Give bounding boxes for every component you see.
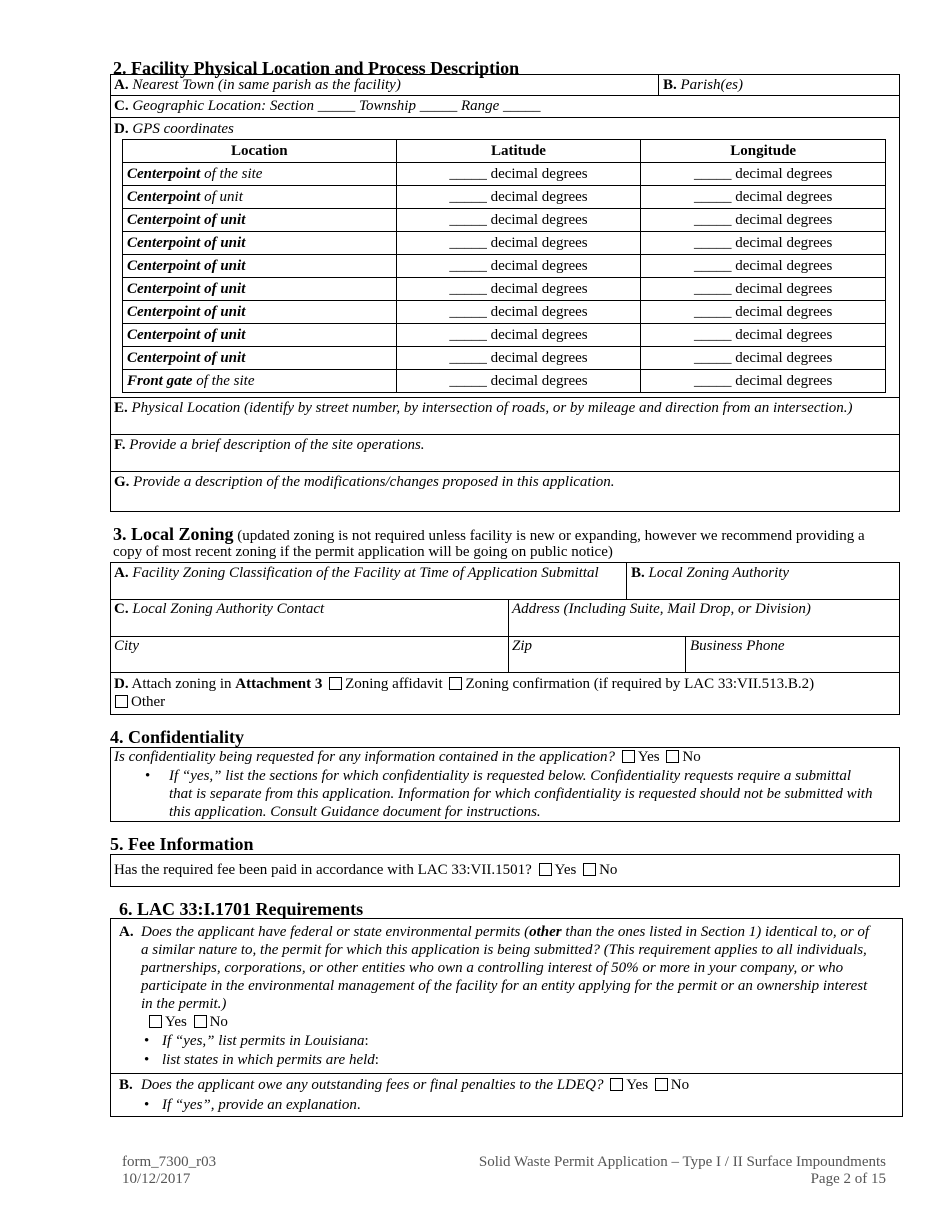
unit-label: decimal degrees: [735, 326, 833, 343]
gps-row: [123, 255, 886, 278]
section-3-heading: 3. Local Zoning: [113, 524, 234, 544]
field-site-operations[interactable]: [114, 437, 425, 454]
zoning-other-checkbox[interactable]: [115, 695, 128, 708]
states-permits-item: [162, 1052, 379, 1069]
attachment-label: Attachment 3: [235, 676, 323, 692]
penalties-question-row: [141, 1077, 689, 1094]
gps-label: [114, 121, 234, 138]
field-label: GPS coordinates: [132, 121, 234, 137]
zoning-other-row: [112, 694, 165, 711]
divider: [685, 636, 686, 672]
permits-question-line-1: [141, 924, 869, 941]
period: .: [356, 1097, 361, 1113]
field-zip[interactable]: Zip: [512, 638, 533, 654]
confidentiality-question-row: [114, 749, 701, 766]
blank-line: _____: [449, 372, 487, 389]
divider: [110, 599, 900, 600]
unit-label: decimal degrees: [735, 188, 833, 205]
gps-row: [123, 278, 886, 301]
gps-location-cell: [123, 301, 397, 324]
gps-location-cell: [123, 186, 397, 209]
col-latitude: Latitude: [396, 140, 641, 163]
colon: :: [364, 1033, 369, 1049]
gps-latitude-cell[interactable]: [396, 255, 641, 278]
field-zoning-classification[interactable]: [114, 565, 599, 582]
gps-header-row: [123, 140, 886, 163]
unit-label: decimal degrees: [490, 211, 588, 228]
gps-longitude-cell[interactable]: [641, 324, 886, 347]
divider: [110, 636, 900, 637]
no-label: No: [209, 1014, 228, 1030]
bullet-text: If “yes,” list permits in Louisiana: [162, 1033, 365, 1049]
gps-latitude-cell[interactable]: [396, 370, 641, 393]
unit-label: decimal degrees: [735, 349, 833, 366]
zoning-confirmation-checkbox[interactable]: [449, 677, 462, 690]
fee-question-row: [114, 862, 617, 879]
unit-label: decimal degrees: [735, 280, 833, 297]
field-letter: A.: [119, 924, 134, 940]
section-2-title: 2. Facility Physical Location and Process Description: [113, 58, 520, 78]
gps-location-cell: [123, 347, 397, 370]
no-label: No: [670, 1077, 690, 1093]
blank-line: _____: [449, 234, 487, 251]
location-rest: of the site: [192, 372, 255, 389]
gps-row: [123, 347, 886, 370]
divider: [110, 117, 900, 118]
location-bold: Centerpoint of unit: [127, 234, 246, 251]
blank-line: _____: [694, 280, 732, 297]
col-longitude: Longitude: [641, 140, 886, 163]
blank-line: _____: [694, 211, 732, 228]
field-letter: A.: [114, 565, 129, 581]
gps-longitude-cell[interactable]: [641, 232, 886, 255]
section-6-title: 6. LAC 33:I.1701 Requirements: [119, 899, 364, 919]
location-bold: Front gate: [127, 372, 193, 389]
no-label: No: [682, 749, 701, 765]
blank-line: _____: [449, 211, 487, 228]
gps-latitude-cell[interactable]: [396, 347, 641, 370]
field-nearest-town[interactable]: [114, 77, 401, 94]
field-letter: B.: [119, 1077, 133, 1093]
gps-location-cell: [123, 255, 397, 278]
q-text: than the ones listed in Section 1) identical to, or of: [561, 924, 870, 940]
confidentiality-no-checkbox[interactable]: [666, 750, 679, 763]
field-label: Nearest Town (in same parish as the facility): [132, 77, 401, 93]
unit-label: decimal degrees: [490, 349, 588, 366]
blank-line: _____: [694, 326, 732, 343]
location-bold: Centerpoint of unit: [127, 303, 246, 320]
divider: [626, 562, 627, 599]
penalties-explanation-item: [162, 1097, 361, 1114]
gps-latitude-cell[interactable]: [396, 209, 641, 232]
gps-row: [123, 209, 886, 232]
field-city[interactable]: City: [114, 638, 139, 654]
permits-no-checkbox[interactable]: [194, 1015, 207, 1028]
field-letter: D.: [114, 676, 129, 692]
fee-question: Has the required fee been paid in accordance with LAC 33:VII.1501?: [114, 862, 532, 878]
field-label: Physical Location (identify by street number, by intersection of roads, or by mileage and direction from an intersection.): [131, 400, 853, 416]
confidentiality-question: Is confidentiality being requested for any information contained in the application?: [114, 749, 616, 765]
fee-yes-checkbox[interactable]: [539, 863, 552, 876]
unit-label: decimal degrees: [735, 234, 833, 251]
gps-longitude-cell[interactable]: [641, 209, 886, 232]
divider: [110, 471, 900, 472]
gps-longitude-cell[interactable]: [641, 370, 886, 393]
gps-longitude-cell[interactable]: [641, 186, 886, 209]
permits-answer-row: [146, 1014, 228, 1031]
bullet-text: If “yes”, provide an explanation: [162, 1097, 357, 1113]
gps-location-cell: [123, 324, 397, 347]
blank-line: _____: [449, 280, 487, 297]
blank-line: _____: [694, 257, 732, 274]
confidentiality-instructions-2: that is separate from this application. Information for which confidentiality is requested should not be submitted with: [169, 786, 873, 802]
section-3-title: [113, 524, 865, 545]
field-address[interactable]: Address (Including Suite, Mail Drop, or Division): [512, 601, 811, 617]
penalties-no-checkbox[interactable]: [655, 1078, 668, 1091]
field-label: Geographic Location: Section _____ Township _____ Range _____: [132, 98, 541, 114]
location-bold: Centerpoint of unit: [127, 257, 246, 274]
location-bold: Centerpoint: [127, 188, 201, 205]
divider: [110, 95, 900, 96]
colon: :: [374, 1052, 379, 1068]
gps-row: [123, 232, 886, 255]
gps-location-cell: [123, 370, 397, 393]
bullet-icon: •: [144, 1052, 150, 1068]
field-letter: C.: [114, 601, 129, 617]
field-label: Parish(es): [680, 77, 744, 93]
blank-line: _____: [449, 326, 487, 343]
bullet-icon: •: [144, 1097, 150, 1113]
location-bold: Centerpoint of unit: [127, 211, 246, 228]
confidentiality-instructions-3: this application. Consult Guidance document for instructions.: [169, 804, 541, 820]
field-parish[interactable]: [663, 77, 743, 94]
field-letter: B.: [663, 77, 677, 93]
unit-label: decimal degrees: [735, 211, 833, 228]
fee-no-checkbox[interactable]: [583, 863, 596, 876]
footer-form-number: form_7300_r03: [122, 1154, 217, 1170]
gps-latitude-cell[interactable]: [396, 301, 641, 324]
location-bold: Centerpoint of unit: [127, 280, 246, 297]
zoning-affidavit-checkbox[interactable]: [329, 677, 342, 690]
location-bold: Centerpoint: [127, 165, 201, 182]
attach-text: Attach zoning in: [128, 676, 236, 692]
divider: [110, 434, 900, 435]
gps-latitude-cell[interactable]: [396, 278, 641, 301]
permits-question-line-4: participate in the environmental management of the facility for an entity applying for the permit or an ownership interest: [141, 978, 868, 994]
divider: [658, 74, 659, 96]
confidentiality-instructions-1: If “yes,” list the sections for which confidentiality is requested below. Confidentiality requests require a submittal: [169, 768, 852, 784]
unit-label: decimal degrees: [490, 257, 588, 274]
blank-line: _____: [694, 165, 732, 182]
bullet-icon: •: [145, 768, 151, 784]
unit-label: decimal degrees: [735, 303, 833, 320]
gps-row: [123, 324, 886, 347]
penalties-question: Does the applicant owe any outstanding fees or final penalties to the LDEQ?: [141, 1077, 604, 1093]
yes-label: Yes: [165, 1014, 187, 1030]
field-label: Local Zoning Authority: [648, 565, 790, 581]
location-bold: Centerpoint of unit: [127, 349, 246, 366]
blank-line: _____: [694, 188, 732, 205]
gps-row: [123, 163, 886, 186]
unit-label: decimal degrees: [490, 188, 588, 205]
blank-line: _____: [449, 349, 487, 366]
bullet-text: list states in which permits are held: [162, 1052, 375, 1068]
blank-line: _____: [694, 349, 732, 366]
zoning-attachment-row: [114, 676, 814, 693]
permits-yes-checkbox[interactable]: [149, 1015, 162, 1028]
field-zoning-contact[interactable]: [114, 601, 324, 618]
yes-label: Yes: [554, 862, 577, 878]
gps-location-cell: [123, 278, 397, 301]
blank-line: _____: [694, 372, 732, 389]
location-rest: of the site: [200, 165, 263, 182]
yes-label: Yes: [637, 749, 660, 765]
confidentiality-yes-checkbox[interactable]: [622, 750, 635, 763]
unit-label: decimal degrees: [490, 165, 588, 182]
permits-question-line-3: partnerships, corporations, or other entities who own a controlling interest of 50% or more in your company, or who: [141, 960, 844, 976]
field-letter: A.: [114, 77, 129, 93]
location-bold: Centerpoint of unit: [127, 326, 246, 343]
footer-document-title: Solid Waste Permit Application – Type I / II Surface Impoundments: [478, 1154, 886, 1170]
bullet-icon: •: [144, 1033, 150, 1049]
divider: [110, 397, 900, 398]
unit-label: decimal degrees: [735, 165, 833, 182]
zoning-other-label: Other: [131, 694, 166, 710]
field-letter: C.: [114, 98, 129, 114]
blank-line: _____: [449, 303, 487, 320]
section-5-title: 5. Fee Information: [110, 834, 254, 854]
gps-row: [123, 186, 886, 209]
q-emphasis: other: [529, 924, 562, 940]
section-3-note-2: copy of most recent zoning if the permit application will be going on public notice): [113, 544, 613, 560]
q-text: Does the applicant have federal or state environmental permits (: [141, 924, 530, 940]
field-business-phone[interactable]: Business Phone: [690, 638, 785, 654]
blank-line: _____: [449, 188, 487, 205]
field-zoning-authority[interactable]: [631, 565, 789, 582]
no-label: No: [599, 862, 618, 878]
zoning-confirmation-label: Zoning confirmation (if required by LAC 33:VII.513.B.2): [465, 676, 815, 692]
field-letter: D.: [114, 121, 129, 137]
gps-latitude-cell[interactable]: [396, 163, 641, 186]
field-letter: B.: [631, 565, 645, 581]
field-physical-location[interactable]: [114, 400, 853, 417]
gps-body: [123, 163, 886, 393]
gps-latitude-cell[interactable]: [396, 186, 641, 209]
yes-label: Yes: [626, 1077, 649, 1093]
permits-question-line-5: in the permit.): [141, 996, 227, 1012]
field-geographic-location[interactable]: [114, 98, 541, 115]
gps-location-cell: [123, 232, 397, 255]
gps-longitude-cell[interactable]: [641, 301, 886, 324]
section-3-note: (updated zoning is not required unless facility is new or expanding, however we recommend providing a: [233, 528, 865, 544]
louisiana-permits-item: [162, 1033, 369, 1050]
blank-line: _____: [694, 303, 732, 320]
permits-question-line-2: a similar nature to, the permit for which this application is being submitted? (This requirement applies to all individuals,: [141, 942, 867, 958]
blank-line: _____: [449, 165, 487, 182]
unit-label: decimal degrees: [735, 257, 833, 274]
gps-location-cell: [123, 163, 397, 186]
unit-label: decimal degrees: [490, 326, 588, 343]
footer-page-number: Page 2 of 15: [810, 1171, 886, 1187]
field-label: Local Zoning Authority Contact: [132, 601, 325, 617]
field-letter: G.: [114, 474, 130, 490]
field-letter: E.: [114, 400, 128, 416]
penalties-yes-checkbox[interactable]: [610, 1078, 623, 1091]
gps-row: [123, 301, 886, 324]
col-location: Location: [123, 140, 397, 163]
zoning-affidavit-label: Zoning affidavit: [345, 676, 443, 692]
field-letter: F.: [114, 437, 126, 453]
location-rest: of unit: [200, 188, 243, 205]
gps-longitude-cell[interactable]: [641, 278, 886, 301]
gps-longitude-cell[interactable]: [641, 347, 886, 370]
field-label: Facility Zoning Classification of the Facility at Time of Application Submittal: [132, 565, 599, 581]
unit-label: decimal degrees: [490, 280, 588, 297]
gps-latitude-cell[interactable]: [396, 324, 641, 347]
gps-row: [123, 370, 886, 393]
gps-table: [122, 139, 886, 393]
unit-label: decimal degrees: [490, 303, 588, 320]
field-modifications[interactable]: [114, 474, 615, 491]
footer-date: 10/12/2017: [122, 1171, 191, 1187]
unit-label: decimal degrees: [735, 372, 833, 389]
field-label: Provide a description of the modifications/changes proposed in this application.: [133, 474, 615, 490]
divider: [110, 1073, 903, 1074]
gps-longitude-cell[interactable]: [641, 255, 886, 278]
unit-label: decimal degrees: [490, 234, 588, 251]
section-4-title: 4. Confidentiality: [110, 727, 245, 747]
blank-line: _____: [694, 234, 732, 251]
divider: [110, 672, 900, 673]
gps-longitude-cell[interactable]: [641, 163, 886, 186]
field-label: Provide a brief description of the site operations.: [129, 437, 425, 453]
blank-line: _____: [449, 257, 487, 274]
gps-location-cell: [123, 209, 397, 232]
gps-latitude-cell[interactable]: [396, 232, 641, 255]
unit-label: decimal degrees: [490, 372, 588, 389]
